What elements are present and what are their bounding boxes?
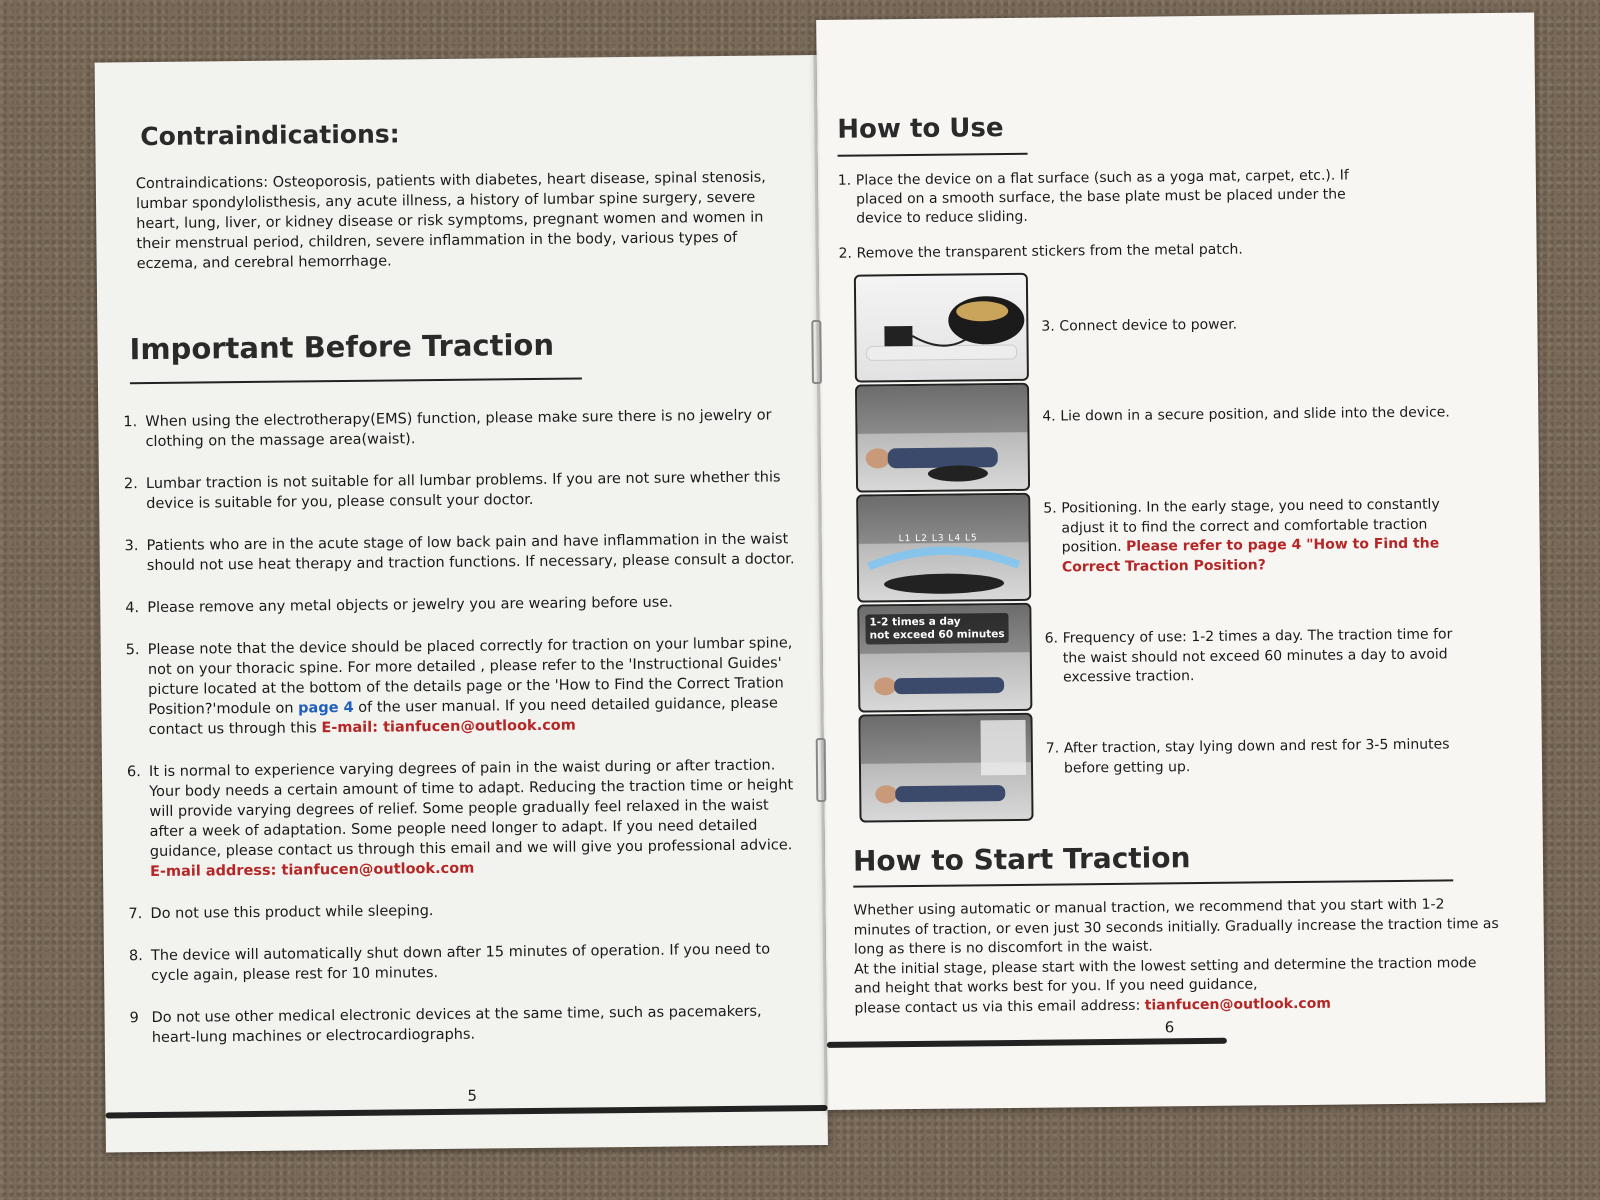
item-number: 6. bbox=[126, 764, 141, 781]
list-item bbox=[125, 529, 805, 576]
page-4-reference[interactable]: Please refer to page 4 "How to Find the Correct Traction Position? bbox=[1061, 535, 1440, 575]
step-text: Positioning. In the early stage, you need to constantly adjust it to find the correct and comfortable traction position. bbox=[1061, 496, 1440, 556]
title-divider bbox=[130, 377, 582, 384]
person-resting-illustration bbox=[860, 715, 1031, 821]
frequency-image bbox=[857, 603, 1032, 713]
step-1 bbox=[838, 166, 1379, 229]
staple bbox=[816, 738, 827, 802]
step-6 bbox=[1045, 625, 1466, 688]
item-number: 3. bbox=[124, 538, 139, 555]
rest-image bbox=[858, 713, 1033, 823]
step-text: Remove the transparent stickers from the metal patch. bbox=[856, 241, 1243, 262]
step-text: After traction, stay lying down and rest for 3-5 minutes before getting up. bbox=[1063, 736, 1450, 776]
item-text: Patients who are in the acute stage of low back pain and have inflammation in the waist should not use heat therapy and traction functions. If necessary, please consult a doctor. bbox=[146, 531, 795, 575]
step-text: Lie down in a secure position, and slide into the device. bbox=[1060, 404, 1450, 425]
step-number: 7. bbox=[1045, 740, 1060, 757]
step-4 bbox=[1042, 403, 1482, 427]
person-lying-illustration bbox=[857, 385, 1028, 491]
list-item bbox=[129, 939, 809, 986]
step-text: Connect device to power. bbox=[1059, 316, 1238, 335]
item-number: 7. bbox=[128, 906, 143, 923]
step-number: 1. bbox=[837, 172, 852, 189]
lie-down-image bbox=[855, 383, 1030, 493]
item-text: Lumbar traction is not suitable for all lumbar problems. If you are not sure whether this device is suitable for you, please consult your doctor. bbox=[145, 469, 781, 513]
important-title: Important Before Traction bbox=[129, 327, 555, 367]
item-text: of the user manual. If you need detailed guidance, please contact us through this bbox=[148, 695, 778, 739]
email-link[interactable]: E-mail: tianfucen@outlook.com bbox=[321, 717, 576, 737]
booklet bbox=[94, 12, 1546, 1142]
item-text: It is normal to experience varying degrees of pain in the waist during or after traction. Your body needs a certain amount of time to adapt. Reducing the traction time or height will provide varying degrees of relief. Some people gradually feel relaxed in the waist after a week of adaptation. Some people need longer to adapt. If you need detailed guidance, please contact us through this email and we will give you professional advice. bbox=[148, 757, 794, 861]
page-footer-bar bbox=[827, 1038, 1227, 1048]
item-number: 5. bbox=[125, 642, 140, 659]
step-5 bbox=[1043, 495, 1464, 577]
title-divider bbox=[838, 153, 1028, 157]
step-number: 4. bbox=[1042, 408, 1056, 425]
step-7 bbox=[1046, 735, 1466, 778]
staple bbox=[811, 320, 822, 384]
page-6 bbox=[816, 12, 1545, 1109]
paragraph: Whether using automatic or manual traction, we recommend that you start with 1-2 minutes of traction, or even just 30 seconds initially. Gradually increase the traction time as long as there is no discomfort in the waist. bbox=[853, 896, 1499, 958]
item-text: The device will automatically shut down after 15 minutes of operation. If you need to cycle again, please rest for 10 minutes. bbox=[150, 941, 771, 985]
step-text: Place the device on a flat surface (such as a yoga mat, carpet, etc.). If placed on a smooth surface, the base plate must be placed under the device to reduce sliding. bbox=[855, 167, 1349, 227]
item-number: 9 bbox=[129, 1010, 139, 1027]
email-link[interactable]: tianfucen@outlook.com bbox=[1144, 995, 1331, 1014]
item-text: Do not use this product while sleeping. bbox=[150, 903, 434, 923]
item-text: Please remove any metal objects or jewelry you are wearing before use. bbox=[147, 594, 673, 617]
page-footer-bar bbox=[106, 1105, 828, 1119]
vertebra-labels: L1 L2 L3 L4 L5 bbox=[898, 533, 978, 545]
step-text: Frequency of use: 1-2 times a day. The traction time for the waist should not exceed 60 minutes a day to avoid excessive traction. bbox=[1062, 626, 1453, 686]
how-to-start-text bbox=[853, 895, 1504, 1019]
list-item bbox=[124, 467, 804, 514]
list-item bbox=[125, 591, 805, 618]
page-5 bbox=[95, 55, 828, 1153]
positioning-image bbox=[856, 493, 1031, 603]
page-4-link[interactable]: page 4 bbox=[298, 699, 354, 717]
badge-line-2: not exceed 60 minutes bbox=[869, 628, 1005, 642]
step-2 bbox=[839, 239, 1379, 264]
list-item bbox=[123, 405, 803, 452]
device-power-image bbox=[854, 273, 1029, 383]
frequency-badge bbox=[865, 613, 1008, 644]
step-3 bbox=[1041, 313, 1461, 337]
list-item bbox=[126, 633, 807, 740]
item-text: Do not use other medical electronic devices at the same time, such as pacemakers, heart-lung machines or electrocardiographs. bbox=[151, 1003, 762, 1047]
email-prompt: please contact us via this email address: bbox=[854, 997, 1141, 1017]
item-number: 4. bbox=[125, 600, 140, 617]
how-to-use-title: How to Use bbox=[837, 113, 1004, 145]
page-number-5: 5 bbox=[467, 1086, 478, 1105]
step-number: 6. bbox=[1044, 630, 1059, 647]
spine-illustration bbox=[858, 495, 1029, 601]
paragraph: At the initial stage, please start with the lowest setting and determine the traction mode and height that works best for you. If you need guidance, bbox=[854, 954, 1477, 997]
step-number: 2. bbox=[838, 245, 853, 262]
step-number: 3. bbox=[1041, 318, 1055, 335]
important-list bbox=[123, 405, 810, 1070]
how-to-start-title: How to Start Traction bbox=[852, 841, 1191, 878]
email-address[interactable]: E-mail address: tianfucen@outlook.com bbox=[149, 860, 475, 881]
item-text: When using the electrotherapy(EMS) function, please make sure there is no jewelry or clothing on the massage area(waist). bbox=[145, 407, 772, 451]
title-divider bbox=[853, 879, 1453, 887]
item-number: 8. bbox=[128, 948, 143, 965]
list-item bbox=[128, 897, 808, 924]
page-number-6: 6 bbox=[1164, 1018, 1175, 1037]
badge-line-1: 1-2 times a day bbox=[869, 615, 961, 629]
step-number: 5. bbox=[1043, 500, 1057, 517]
contraindications-text: Contraindications: Osteoporosis, patients with diabetes, heart disease, spinal stenosis, lumbar spondylolisthesis, any acute illness, a history of lumbar spine surgery, severe heart, lung, liver, or kidney disease or risk symptoms, pregnant women and women in their menstrual period, children, severe inflammation in the body, various types of eczema, and cerebral hemorrhage. bbox=[135, 169, 766, 273]
item-number: 2. bbox=[123, 476, 138, 493]
device-illustration bbox=[856, 275, 1027, 381]
item-number: 1. bbox=[123, 414, 138, 431]
list-item bbox=[127, 755, 808, 882]
contraindications-title: Contraindications: bbox=[140, 119, 400, 152]
item-text: Please note that the device should be placed correctly for traction on your lumbar spine, not on your thoracic spine. For more detailed , please refer to the 'Instructional Guides' picture located at the bottom of the details page or the 'How to Find the Correct Tration Position?'module on bbox=[147, 635, 793, 719]
list-item bbox=[129, 1001, 809, 1048]
